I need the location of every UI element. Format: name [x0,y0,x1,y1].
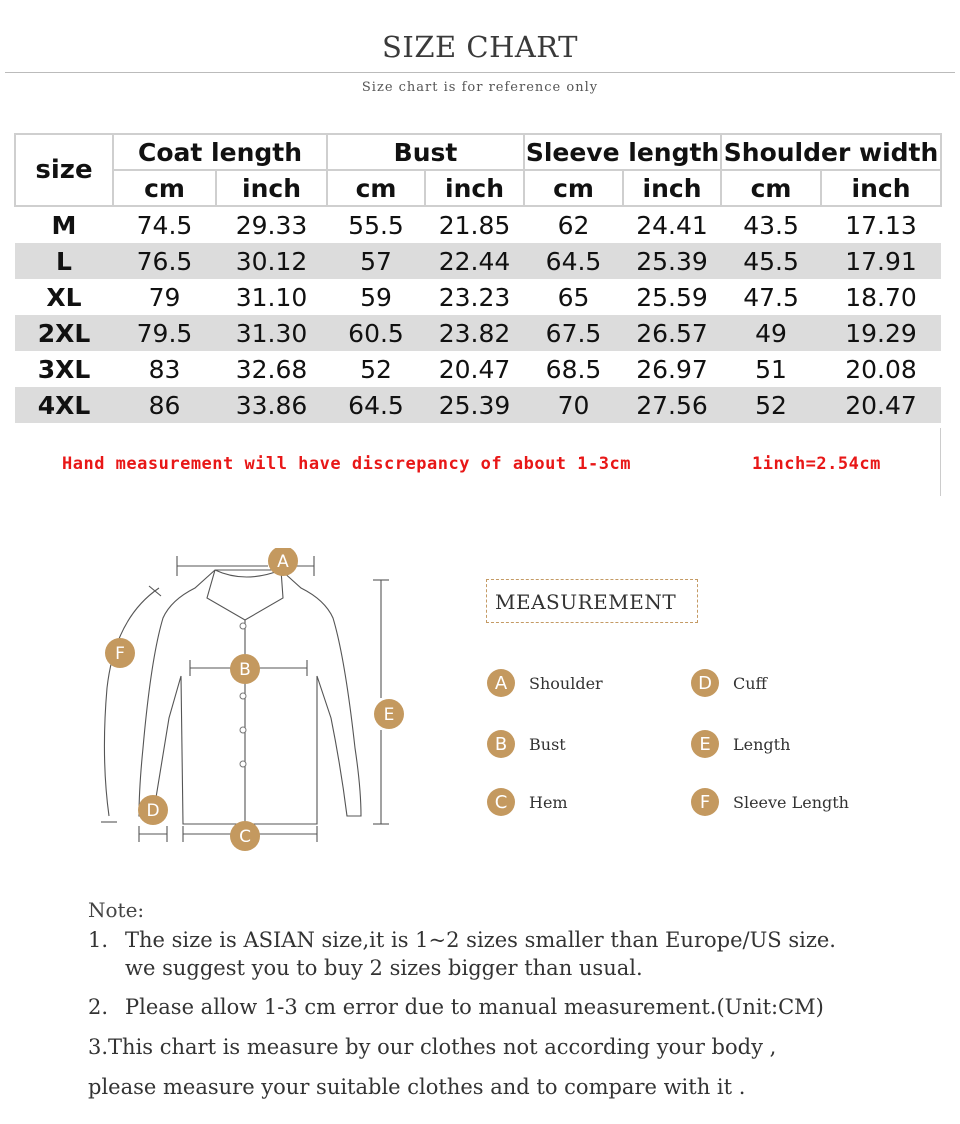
unit-header: inch [425,170,524,206]
unit-header: cm [721,170,821,206]
legend-item-sleeve-length [691,787,849,817]
unit-conversion-note: 1inch=2.54cm [752,454,881,474]
unit-header: inch [623,170,721,206]
value-cell: 52 [721,387,821,423]
table-edge-line [940,428,941,496]
value-cell: 64.5 [524,243,623,279]
legend-item-shoulder [487,668,603,698]
unit-header: cm [113,170,216,206]
legend-label: Shoulder [529,673,603,693]
value-cell: 68.5 [545,354,602,384]
size-table [14,133,942,423]
diagram-marker-d [138,795,168,825]
size-column-header: size [15,134,113,206]
value-cell: 76.5 [113,243,216,279]
unit-header: inch [216,170,327,206]
value-cell: 79.5 [113,315,216,351]
table-row [15,351,941,387]
unit-header: cm [327,170,425,206]
unit-header: cm [524,170,623,206]
legend-badge: D [691,669,719,697]
value-cell: 49 [721,315,821,351]
svg-text:A: A [277,552,289,572]
group-header-bust: Bust [327,134,524,170]
note-2-number: 2. [88,995,109,1019]
page-subtitle: Size chart is for reference only [361,80,599,95]
value-cell: 32.68 [235,354,308,384]
note-1-line-1: The size is ASIAN size,it is 1~2 sizes smaller than Europe/US size. [125,928,836,952]
value-cell: 31.10 [235,282,308,312]
unit-header: inch [821,170,941,206]
value-cell: 23.23 [438,282,511,312]
measurement-title: MEASUREMENT [486,579,698,623]
value-cell: 60.5 [327,315,425,351]
value-cell: 29.33 [235,210,308,240]
note-1-line-2: we suggest you to buy 2 sizes bigger than usual. [125,956,643,980]
legend-label: Length [733,734,791,754]
value-cell: 51 [755,354,787,384]
note-1-number: 1. [88,928,109,952]
value-cell: 45.5 [721,243,821,279]
svg-text:C: C [239,827,251,847]
size-cell: L [15,243,113,279]
value-cell: 26.57 [623,315,721,351]
value-cell: 22.44 [425,243,524,279]
legend-badge: C [487,788,515,816]
diagram-marker-e [374,699,404,729]
value-cell: 33.86 [216,387,327,423]
table-row [15,387,941,423]
value-cell: 27.56 [623,387,721,423]
title-divider [5,72,955,73]
legend-badge: A [487,669,515,697]
value-cell: 70 [524,387,623,423]
legend-label: Bust [529,734,566,754]
svg-text:F: F [115,644,125,664]
table-row [15,279,941,315]
legend-item-bust [487,729,566,759]
size-cell: 3XL [37,354,91,384]
value-cell: 18.70 [845,282,917,312]
value-cell: 20.47 [438,354,511,384]
value-cell: 17.13 [845,210,917,240]
table-row [15,315,941,351]
value-cell: 25.39 [623,243,721,279]
value-cell: 31.30 [216,315,327,351]
value-cell: 64.5 [327,387,425,423]
value-cell: 26.97 [636,354,708,384]
value-cell: 17.91 [821,243,941,279]
legend-badge: B [487,730,515,758]
value-cell: 57 [327,243,425,279]
notes-heading: Note: [88,898,145,922]
value-cell: 67.5 [524,315,623,351]
value-cell: 47.5 [743,282,799,312]
svg-text:B: B [239,660,251,680]
value-cell: 30.12 [216,243,327,279]
size-cell: 4XL [15,387,113,423]
value-cell: 86 [113,387,216,423]
value-cell: 24.41 [636,210,708,240]
value-cell: 55.5 [348,210,404,240]
legend-badge: E [691,730,719,758]
diagram-marker-c [230,821,260,851]
value-cell: 52 [360,354,392,384]
value-cell: 19.29 [821,315,941,351]
value-cell: 74.5 [136,210,193,240]
group-header-sleeve-length: Sleeve length [524,134,721,170]
value-cell: 59 [360,282,392,312]
diagram-marker-a [268,548,298,576]
group-header-coat-length: Coat length [113,134,327,170]
value-cell: 21.85 [438,210,511,240]
value-cell: 79 [148,282,181,312]
svg-text:E: E [383,705,395,725]
table-row [15,243,941,279]
page-title: SIZE CHART [382,30,578,64]
value-cell: 62 [557,210,590,240]
legend-item-hem [487,787,568,817]
legend-label: Hem [529,792,568,812]
legend-item-length [691,729,790,759]
value-cell: 20.08 [845,354,917,384]
diagram-marker-b [230,654,260,684]
group-header-shoulder-width: Shoulder width [721,134,941,170]
value-cell: 25.39 [425,387,524,423]
legend-badge: F [691,788,719,816]
note-3-line-1: 3.This chart is measure by our clothes not according your body , [88,1035,777,1059]
value-cell: 65 [557,282,590,312]
legend-label: Cuff [733,673,767,693]
value-cell: 20.47 [821,387,941,423]
note-2-text: Please allow 1-3 cm error due to manual measurement.(Unit:CM) [125,995,824,1019]
note-3-line-2: please measure your suitable clothes and to compare with it . [88,1075,746,1099]
value-cell: 83 [148,354,181,384]
size-cell: M [51,210,77,240]
measurement-warning: Hand measurement will have discrepancy of about 1-3cm [62,454,631,474]
legend-item-cuff [691,668,767,698]
size-cell: 2XL [15,315,113,351]
value-cell: 23.82 [425,315,524,351]
table-row [15,206,941,243]
size-cell: XL [46,282,82,312]
shirt-diagram [95,548,425,858]
value-cell: 25.59 [636,282,708,312]
value-cell: 43.5 [743,210,799,240]
legend-label: Sleeve Length [733,792,849,812]
svg-text:D: D [146,801,160,821]
diagram-marker-f [105,638,135,668]
